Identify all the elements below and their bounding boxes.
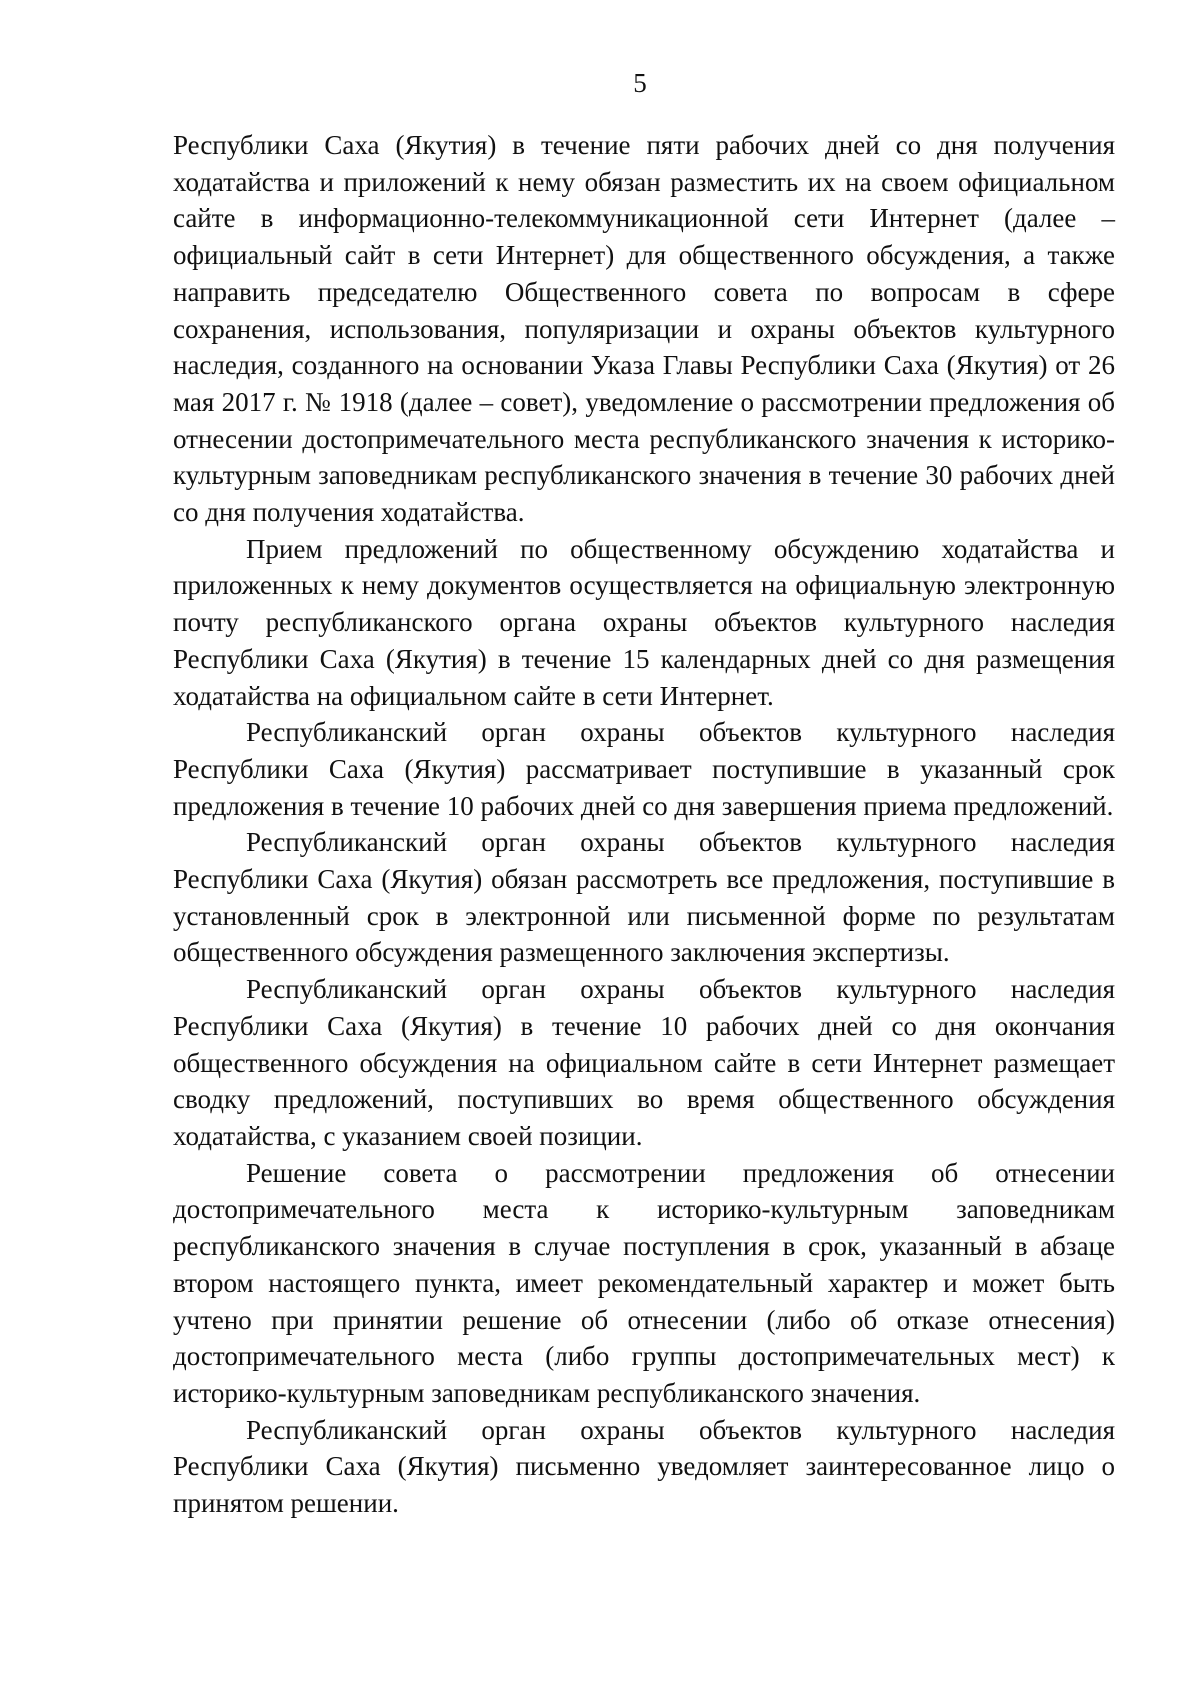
paragraph-notification: Республиканский орган охраны объектов культурного наследия Республики Саха (Якутия) письменно уведомляет заинтересованное лицо о принятом решении.: [173, 1414, 1115, 1519]
paragraph-continuation: Республики Саха (Якутия) в течение пяти рабочих дней со дня получения ходатайства и приложений к нему обязан разместить их на своем официальном сайте в информационно-телекоммуникационной сети Интернет (далее – официальный сайт в сети Интернет) для общественного обсуждения, а также направить председателю Общественного совета по вопросам в сфере сохранения, использования, популяризации и охраны объектов культурного наследия, созданного на основании Указа Главы Республики Саха (Якутия) от 26 мая 2017 г. № 1918 (далее – совет), уведомление о рассмотрении предложения об отнесении достопримечательного места республиканского значения к историко-культурным заповедникам республиканского значения в течение 30 рабочих дней со дня получения ходатайства.: [173, 130, 1115, 528]
page-number: 5: [633, 68, 647, 98]
paragraph-proposals-review: Республиканский орган охраны объектов культурного наследия Республики Саха (Якутия) рассматривает поступившие в указанный срок предложения в течение 10 рабочих дней со дня завершения приема предложений.: [173, 717, 1115, 821]
paragraph-obligation-review: Республиканский орган охраны объектов культурного наследия Республики Саха (Якутия) обязан рассмотреть все предложения, поступившие в установленный срок в электронной или письменной форме по результатам общественного обсуждения размещенного заключения экспертизы.: [173, 827, 1115, 968]
paragraph-proposals-intake: Прием предложений по общественному обсуждению ходатайства и приложенных к нему документов осуществляется на официальную электронную почту республиканского органа охраны объектов культурного наследия Республики Саха (Якутия) в течение 15 календарных дней со дня размещения ходатайства на официальном сайте в сети Интернет.: [173, 533, 1115, 711]
document-body: [173, 127, 1115, 1522]
paragraph-summary-publication: Республиканский орган охраны объектов культурного наследия Республики Саха (Якутия) в течение 10 рабочих дней со дня окончания общественного обсуждения на официальном сайте в сети Интернет размещает сводку предложений, поступивших во время общественного обсуждения ходатайства, с указанием своей позиции.: [173, 974, 1115, 1151]
paragraph-council-decision: Решение совета о рассмотрении предложения об отнесении достопримечательного места к историко-культурным заповедникам республиканского значения в случае поступления в срок, указанный в абзаце втором настоящего пункта, имеет рекомендательный характер и может быть учтено при принятии решение об отнесении (либо об отказе отнесения) достопримечательного места (либо группы достопримечательных мест) к историко-культурным заповедникам республиканского значения.: [173, 1157, 1115, 1408]
